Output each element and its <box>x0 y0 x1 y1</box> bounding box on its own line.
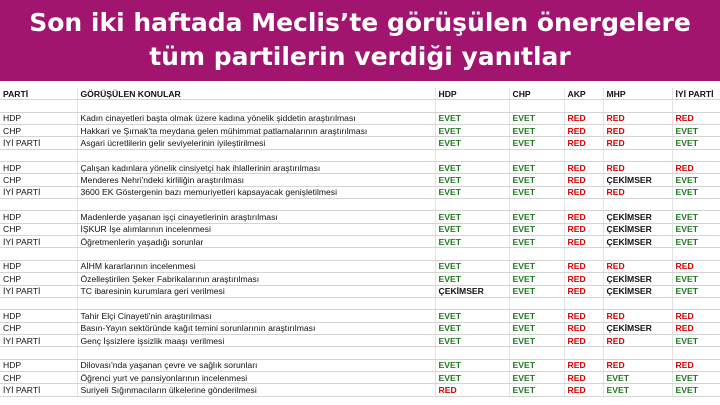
vote-cell: EVET <box>509 137 564 149</box>
vote-cell: ÇEKİMSER <box>603 211 672 223</box>
vote-cell: RED <box>564 162 603 174</box>
vote-cell: EVET <box>509 186 564 198</box>
vote-cell: EVET <box>435 223 509 235</box>
vote-cell: ÇEKİMSER <box>603 236 672 248</box>
empty-cell <box>564 149 603 161</box>
vote-cell: EVET <box>435 371 509 383</box>
vote-cell: EVET <box>509 322 564 334</box>
topic-cell: Asgari ücretlilerin gelir seviyelerinin iyileştirilmesi <box>77 137 435 149</box>
vote-cell: RED <box>672 359 720 371</box>
vote-cell: ÇEKİMSER <box>435 285 509 297</box>
topic-cell: Madenlerde yaşanan işçi cinayetlerinin araştırılması <box>77 211 435 223</box>
empty-cell <box>564 297 603 309</box>
separator-row <box>0 297 720 309</box>
vote-cell: EVET <box>509 285 564 297</box>
empty-cell <box>0 100 77 112</box>
separator-row <box>0 248 720 260</box>
empty-cell <box>509 347 564 359</box>
party-cell: HDP <box>0 162 77 174</box>
topic-cell: Suriyeli Sığınmacıların ülkelerine gönderilmesi <box>77 384 435 396</box>
title-banner <box>0 0 720 81</box>
vote-cell: EVET <box>672 223 720 235</box>
party-cell: CHP <box>0 125 77 137</box>
vote-cell: EVET <box>435 334 509 346</box>
vote-cell: EVET <box>509 125 564 137</box>
empty-cell <box>77 347 435 359</box>
column-header: HDP <box>435 88 509 100</box>
topic-cell: Tahir Elçi Cinayeti'nin araştırılması <box>77 310 435 322</box>
empty-cell <box>564 100 603 112</box>
empty-cell <box>603 248 672 260</box>
vote-cell: EVET <box>672 236 720 248</box>
vote-cell: RED <box>603 162 672 174</box>
empty-cell <box>672 199 720 211</box>
topic-cell: Özelleştirilen Şeker Fabrikalarının araştırılması <box>77 273 435 285</box>
vote-cell: EVET <box>672 125 720 137</box>
party-cell: CHP <box>0 322 77 334</box>
empty-cell <box>509 100 564 112</box>
table-row <box>0 359 720 371</box>
vote-cell: EVET <box>435 174 509 186</box>
vote-cell: EVET <box>672 371 720 383</box>
empty-cell <box>672 347 720 359</box>
vote-cell: RED <box>603 186 672 198</box>
vote-cell: EVET <box>509 384 564 396</box>
column-header: MHP <box>603 88 672 100</box>
vote-cell: RED <box>435 384 509 396</box>
table-row <box>0 260 720 272</box>
party-cell: HDP <box>0 112 77 124</box>
topic-cell: Öğrenci yurt ve pansiyonlarının incelenmesi <box>77 371 435 383</box>
topic-cell: TC ibaresinin kurumlara geri verilmesi <box>77 285 435 297</box>
table-row <box>0 384 720 396</box>
vote-cell: RED <box>564 236 603 248</box>
vote-cell: RED <box>564 285 603 297</box>
table-row <box>0 137 720 149</box>
empty-cell <box>77 297 435 309</box>
empty-cell <box>603 297 672 309</box>
vote-cell: EVET <box>509 112 564 124</box>
empty-cell <box>603 199 672 211</box>
party-cell: HDP <box>0 310 77 322</box>
party-cell: HDP <box>0 260 77 272</box>
empty-cell <box>435 248 509 260</box>
vote-cell: EVET <box>509 162 564 174</box>
vote-cell: EVET <box>509 223 564 235</box>
vote-cell: EVET <box>672 137 720 149</box>
vote-table <box>0 88 720 397</box>
topic-cell: Genç İşsizlere işsizlik maaşı verilmesi <box>77 334 435 346</box>
vote-cell: ÇEKİMSER <box>603 223 672 235</box>
vote-cell: RED <box>564 186 603 198</box>
topic-cell: Çalışan kadınlara yönelik cinsiyetçi hak ihlallerinin araştırılması <box>77 162 435 174</box>
vote-cell: EVET <box>435 359 509 371</box>
vote-cell: EVET <box>509 174 564 186</box>
table-row <box>0 334 720 346</box>
vote-cell: EVET <box>435 310 509 322</box>
empty-cell <box>672 149 720 161</box>
title-line-2: tüm partilerin verdiği yanıtlar <box>149 42 571 71</box>
vote-cell: EVET <box>672 273 720 285</box>
vote-cell: RED <box>603 334 672 346</box>
table-row <box>0 273 720 285</box>
party-cell: CHP <box>0 223 77 235</box>
vote-cell: RED <box>603 112 672 124</box>
separator-row <box>0 149 720 161</box>
empty-cell <box>435 100 509 112</box>
empty-cell <box>603 347 672 359</box>
vote-cell: EVET <box>435 211 509 223</box>
vote-cell: RED <box>564 334 603 346</box>
table-row <box>0 371 720 383</box>
empty-cell <box>564 347 603 359</box>
vote-cell: EVET <box>603 371 672 383</box>
empty-cell <box>0 297 77 309</box>
vote-cell: EVET <box>509 371 564 383</box>
vote-cell: EVET <box>435 112 509 124</box>
table-row <box>0 223 720 235</box>
vote-cell: EVET <box>435 260 509 272</box>
party-cell: İYİ PARTİ <box>0 334 77 346</box>
empty-cell <box>77 149 435 161</box>
topic-cell: Hakkari ve Şırnak'ta meydana gelen mühimmat patlamalarının araştırılması <box>77 125 435 137</box>
empty-cell <box>0 149 77 161</box>
vote-cell: EVET <box>435 236 509 248</box>
table-row <box>0 112 720 124</box>
table-row <box>0 162 720 174</box>
spreadsheet <box>0 88 720 397</box>
vote-cell: ÇEKİMSER <box>603 273 672 285</box>
vote-cell: RED <box>564 174 603 186</box>
empty-cell <box>435 347 509 359</box>
vote-cell: RED <box>564 322 603 334</box>
party-cell: CHP <box>0 273 77 285</box>
vote-cell: RED <box>564 223 603 235</box>
vote-cell: EVET <box>672 211 720 223</box>
separator-row <box>0 100 720 112</box>
party-cell: İYİ PARTİ <box>0 285 77 297</box>
table-row <box>0 211 720 223</box>
table-row <box>0 310 720 322</box>
vote-cell: RED <box>603 310 672 322</box>
vote-cell: RED <box>672 162 720 174</box>
vote-cell: ÇEKİMSER <box>603 285 672 297</box>
vote-cell: RED <box>564 211 603 223</box>
party-cell: İYİ PARTİ <box>0 384 77 396</box>
column-header: PARTİ <box>0 88 77 100</box>
party-cell: CHP <box>0 174 77 186</box>
vote-cell: EVET <box>509 359 564 371</box>
column-header: GÖRÜŞÜLEN KONULAR <box>77 88 435 100</box>
empty-cell <box>564 199 603 211</box>
empty-cell <box>509 199 564 211</box>
empty-cell <box>672 297 720 309</box>
vote-cell: EVET <box>509 273 564 285</box>
vote-cell: RED <box>564 359 603 371</box>
empty-cell <box>435 149 509 161</box>
topic-cell: Dilovası'nda yaşanan çevre ve sağlık sorunları <box>77 359 435 371</box>
vote-cell: EVET <box>509 334 564 346</box>
empty-cell <box>509 248 564 260</box>
vote-cell: RED <box>564 260 603 272</box>
vote-cell: RED <box>672 260 720 272</box>
empty-cell <box>672 248 720 260</box>
vote-cell: EVET <box>435 322 509 334</box>
vote-cell: EVET <box>435 273 509 285</box>
topic-cell: Kadın cinayetleri başta olmak üzere kadına yönelik şiddetin araştırılması <box>77 112 435 124</box>
column-header: AKP <box>564 88 603 100</box>
column-header: İYİ PARTİ <box>672 88 720 100</box>
vote-cell: ÇEKİMSER <box>603 322 672 334</box>
vote-cell: EVET <box>672 384 720 396</box>
separator-row <box>0 347 720 359</box>
party-cell: HDP <box>0 359 77 371</box>
vote-cell: EVET <box>509 211 564 223</box>
vote-cell: ÇEKİMSER <box>603 174 672 186</box>
vote-cell: RED <box>603 125 672 137</box>
empty-cell <box>77 100 435 112</box>
vote-cell: EVET <box>509 236 564 248</box>
topic-cell: İŞKUR İşe alımlarının incelenmesi <box>77 223 435 235</box>
vote-cell: EVET <box>672 186 720 198</box>
empty-cell <box>0 199 77 211</box>
vote-cell: RED <box>603 260 672 272</box>
vote-cell: EVET <box>435 125 509 137</box>
empty-cell <box>435 297 509 309</box>
separator-row <box>0 199 720 211</box>
party-cell: İYİ PARTİ <box>0 137 77 149</box>
vote-cell: RED <box>603 137 672 149</box>
party-cell: İYİ PARTİ <box>0 186 77 198</box>
party-cell: İYİ PARTİ <box>0 236 77 248</box>
empty-cell <box>509 149 564 161</box>
empty-cell <box>77 199 435 211</box>
vote-cell: RED <box>564 125 603 137</box>
vote-cell: EVET <box>509 310 564 322</box>
header-row <box>0 88 720 100</box>
topic-cell: Menderes Nehri'ndeki kirliliğin araştırılması <box>77 174 435 186</box>
vote-cell: EVET <box>672 285 720 297</box>
column-header: CHP <box>509 88 564 100</box>
vote-cell: EVET <box>435 162 509 174</box>
empty-cell <box>509 297 564 309</box>
empty-cell <box>603 100 672 112</box>
vote-cell: RED <box>564 384 603 396</box>
vote-cell: EVET <box>509 260 564 272</box>
empty-cell <box>0 248 77 260</box>
vote-cell: RED <box>672 310 720 322</box>
empty-cell <box>603 149 672 161</box>
vote-cell: RED <box>672 322 720 334</box>
empty-cell <box>77 248 435 260</box>
table-row <box>0 285 720 297</box>
table-row <box>0 125 720 137</box>
vote-cell: EVET <box>435 186 509 198</box>
table-row <box>0 186 720 198</box>
empty-cell <box>435 199 509 211</box>
party-cell: HDP <box>0 211 77 223</box>
vote-cell: RED <box>564 273 603 285</box>
title-line-1: Son iki haftada Meclis’te görüşülen önergelere <box>29 8 691 37</box>
vote-cell: RED <box>564 371 603 383</box>
topic-cell: Basın-Yayın sektöründe kağıt temini sorunlarının araştırılması <box>77 322 435 334</box>
table-row <box>0 174 720 186</box>
topic-cell: 3600 EK Göstergenin bazı memuriyetleri kapsayacak genişletilmesi <box>77 186 435 198</box>
table-row <box>0 322 720 334</box>
vote-cell: RED <box>564 112 603 124</box>
empty-cell <box>564 248 603 260</box>
empty-cell <box>672 100 720 112</box>
vote-cell: RED <box>564 137 603 149</box>
vote-cell: EVET <box>435 137 509 149</box>
vote-cell: EVET <box>603 384 672 396</box>
vote-cell: RED <box>564 310 603 322</box>
topic-cell: AİHM kararlarının incelenmesi <box>77 260 435 272</box>
vote-cell: EVET <box>672 334 720 346</box>
vote-cell: RED <box>603 359 672 371</box>
party-cell: CHP <box>0 371 77 383</box>
topic-cell: Öğretmenlerin yaşadığı sorunlar <box>77 236 435 248</box>
empty-cell <box>0 347 77 359</box>
vote-cell: EVET <box>672 174 720 186</box>
vote-cell: RED <box>672 112 720 124</box>
table-row <box>0 236 720 248</box>
